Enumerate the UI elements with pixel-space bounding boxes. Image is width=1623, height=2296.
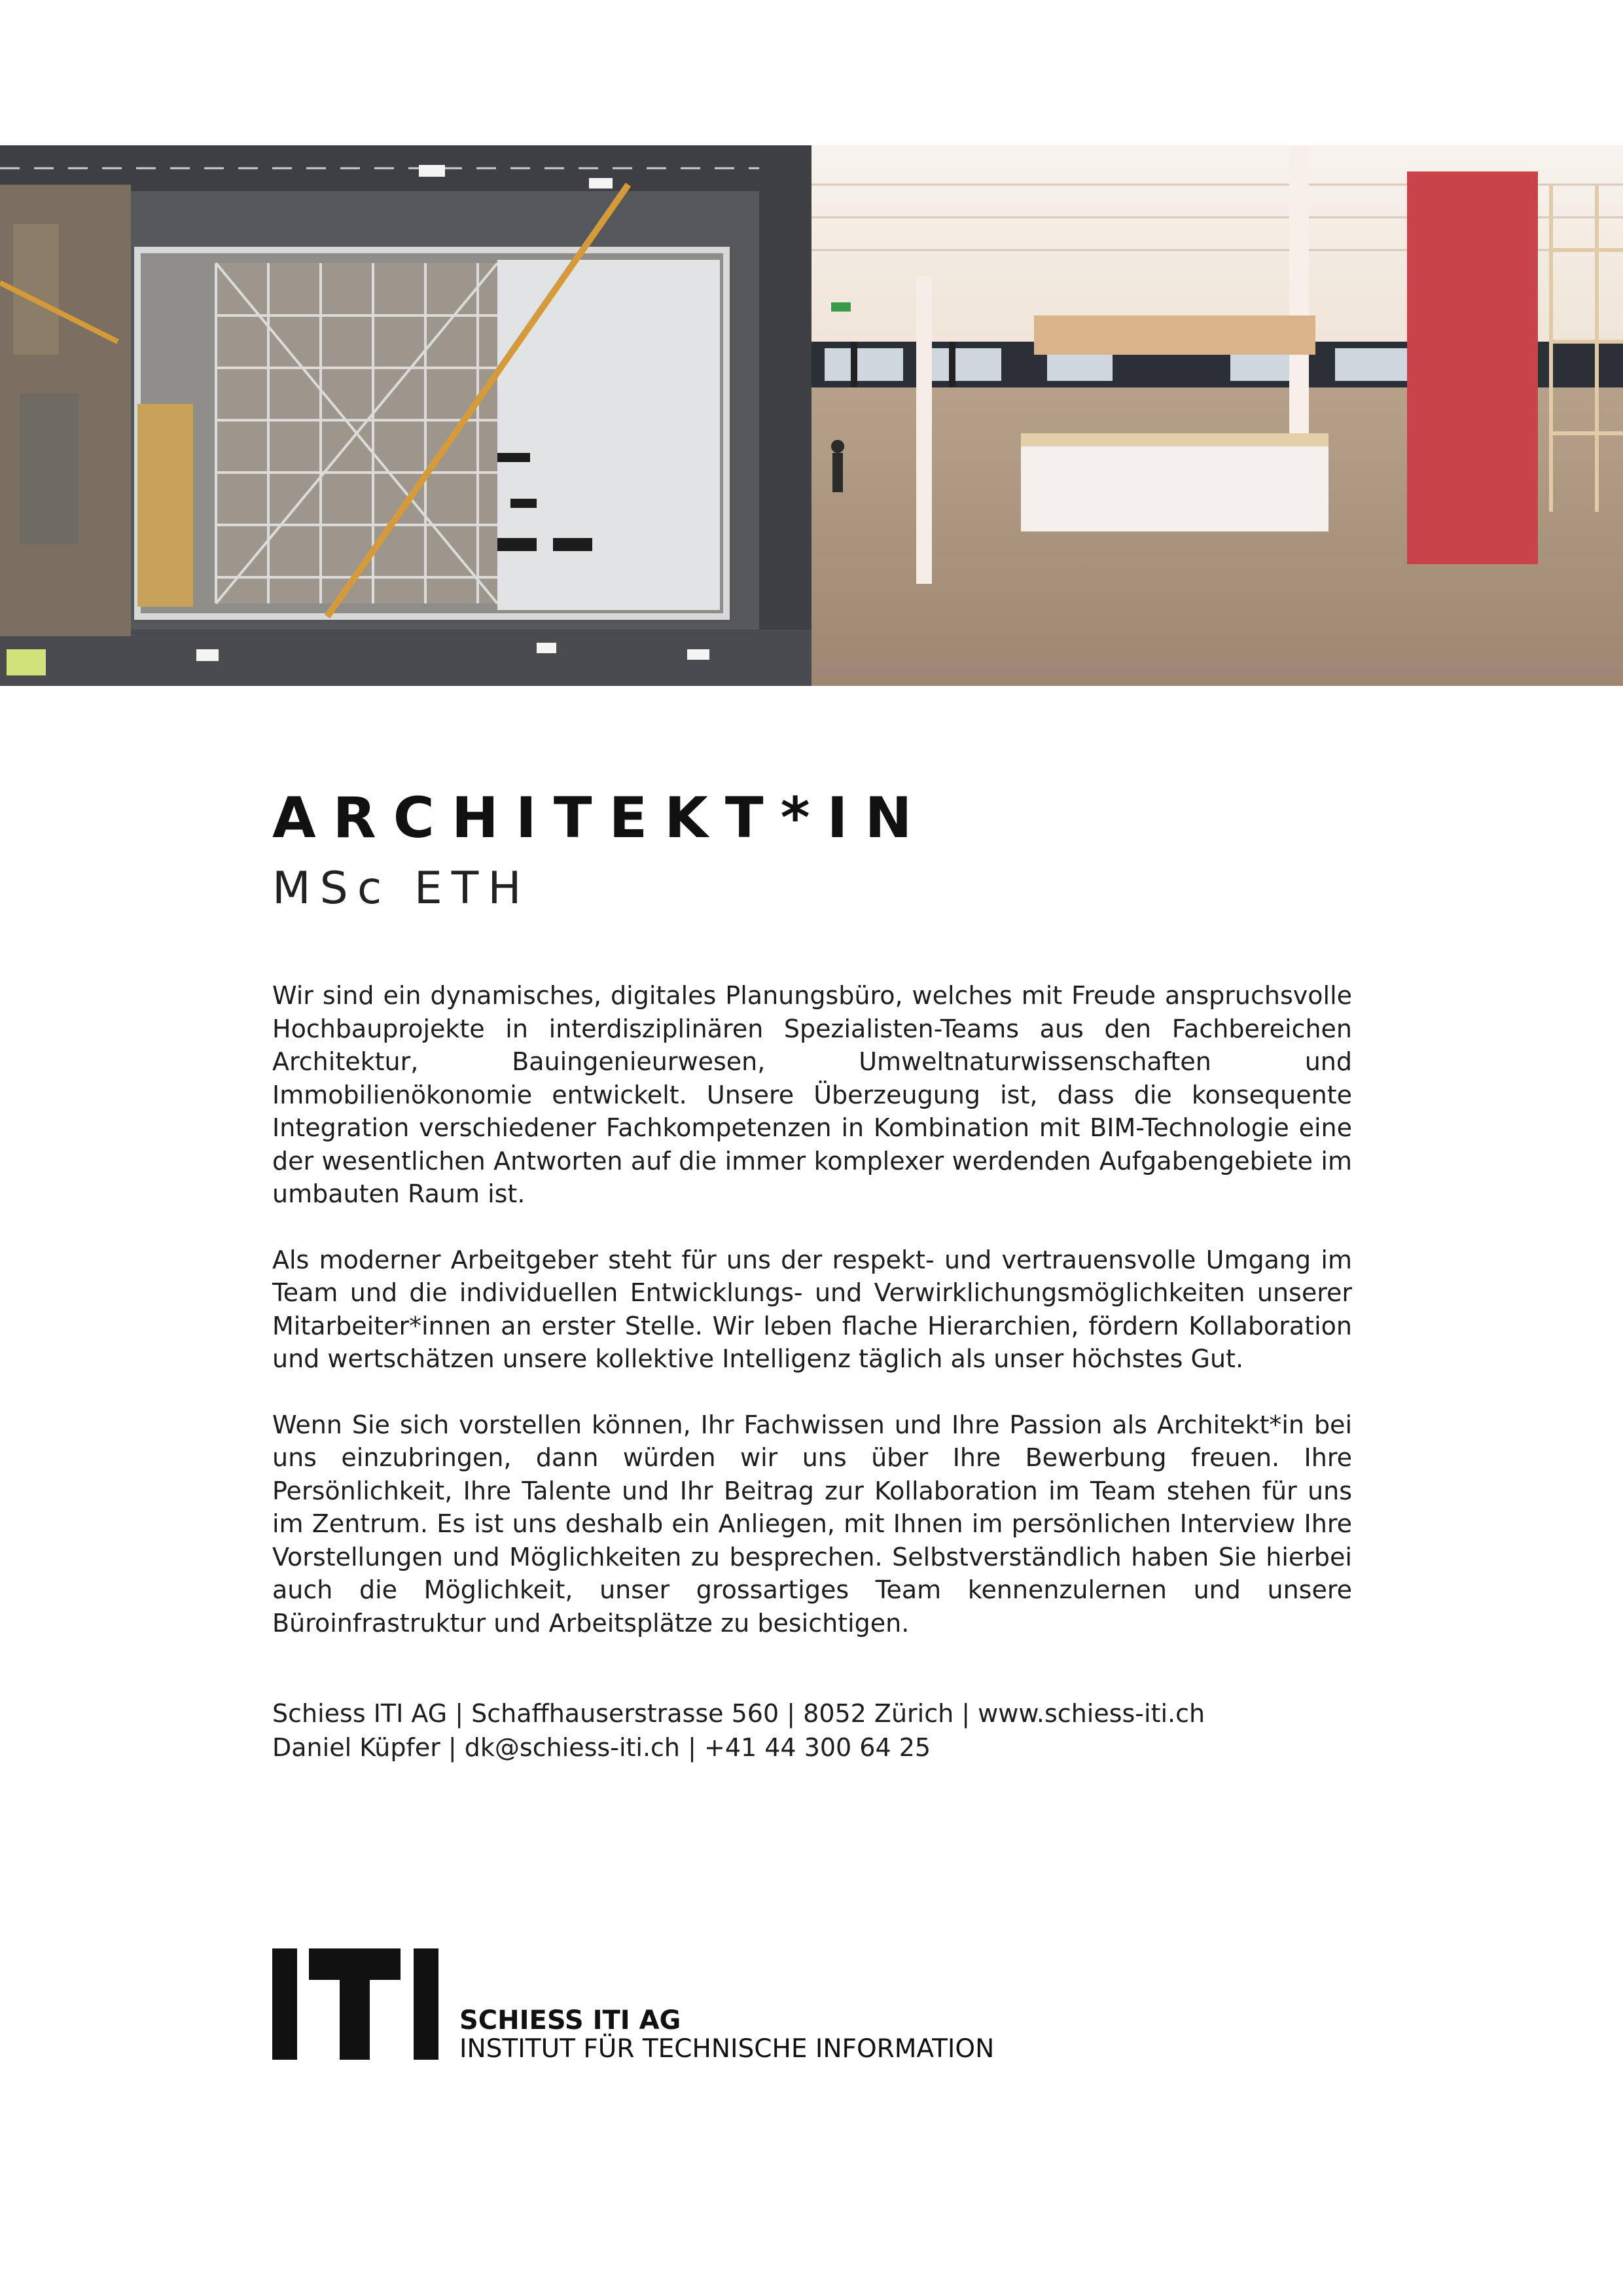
paragraph-employer-values: Als moderner Arbeitgeber steht für uns der respekt- und vertrauensvolle Umgang im Team und die individuellen Entwicklungs- und Verwirklichungsmöglichkeiten unserer Mitarbeiter*innen an erster Stelle. Wir leben flache Hierarchien, fördern Kollaboration und wertschätzen unsere kollektive Intelligenz täglich als unser höchstes Gut. (272, 1245, 1352, 1373)
job-title: ARCHITEKT*IN (272, 785, 929, 851)
contact-person: Daniel Küpfer (272, 1733, 440, 1762)
logo-company-name: SCHIESS ITI AG (459, 2005, 681, 2036)
office-interior-illustration (812, 145, 1623, 686)
aerial-construction-photo (0, 145, 812, 686)
company-website-link[interactable]: www.schiess-iti.ch (978, 1699, 1205, 1728)
contact-email-link[interactable]: dk@schiess-iti.ch (464, 1733, 681, 1762)
interior-rendering (812, 145, 1623, 686)
contact-line-company: Schiess ITI AG | Schaffhauserstrasse 560 | 8052 Zürich | www.schiess-iti.ch (272, 1699, 1205, 1728)
contact-block (272, 1696, 1205, 1765)
hero-images (0, 145, 1623, 686)
company-address: Schaffhauserstrasse 560 (471, 1699, 779, 1728)
contact-phone: +41 44 300 64 25 (704, 1733, 931, 1762)
paragraph-company-intro: Wir sind ein dynamisches, digitales Planungsbüro, welches mit Freude anspruchsvolle Hochbauprojekte in interdisziplinären Spezialisten-Teams aus den Fachbereichen Architektur, Bauingenieurwesen, Umweltnaturwissenschaften und Immobilienökonomie entwickelt. Unsere Überzeugung ist, dass die konsequente Integration verschiedener Fachkompetenzen in Kombination mit BIM-Technologie eine der wesentlichen Antworten auf die immer komplexer werdenden Aufgabengebiete im umbauten Raum ist. (272, 981, 1352, 1208)
aerial-construction-illustration (0, 145, 812, 686)
job-description (272, 979, 1352, 1672)
iti-logo-mark (272, 1948, 438, 2060)
contact-line-person: Daniel Küpfer | dk@schiess-iti.ch | +41 44 300 64 25 (272, 1733, 931, 1762)
company-logo (272, 1948, 1005, 2064)
job-subtitle: MSc ETH (272, 863, 531, 914)
company-city: 8052 Zürich (803, 1699, 954, 1728)
logo-tagline: INSTITUT FÜR TECHNISCHE INFORMATION (459, 2034, 995, 2064)
paragraph-application-call: Wenn Sie sich vorstellen können, Ihr Fachwissen und Ihre Passion als Architekt*in bei uns einzubringen, dann würden wir uns über Ihre Bewerbung freuen. Ihre Persönlichkeit, Ihre Talente und Ihr Beitrag zur Kollaboration im Team stehen für uns im Zentrum. Es ist uns deshalb ein Anliegen, mit Ihnen im persönlichen Interview Ihre Vorstellungen und Möglichkeiten zu besprechen. Selbstverständlich haben Sie hierbei auch die Möglichkeit, unser grossartiges Team kennenzulernen und unsere Büroinfrastruktur und Arbeitsplätze zu besichtigen. (272, 1410, 1352, 1638)
company-name: Schiess ITI AG (272, 1699, 448, 1728)
